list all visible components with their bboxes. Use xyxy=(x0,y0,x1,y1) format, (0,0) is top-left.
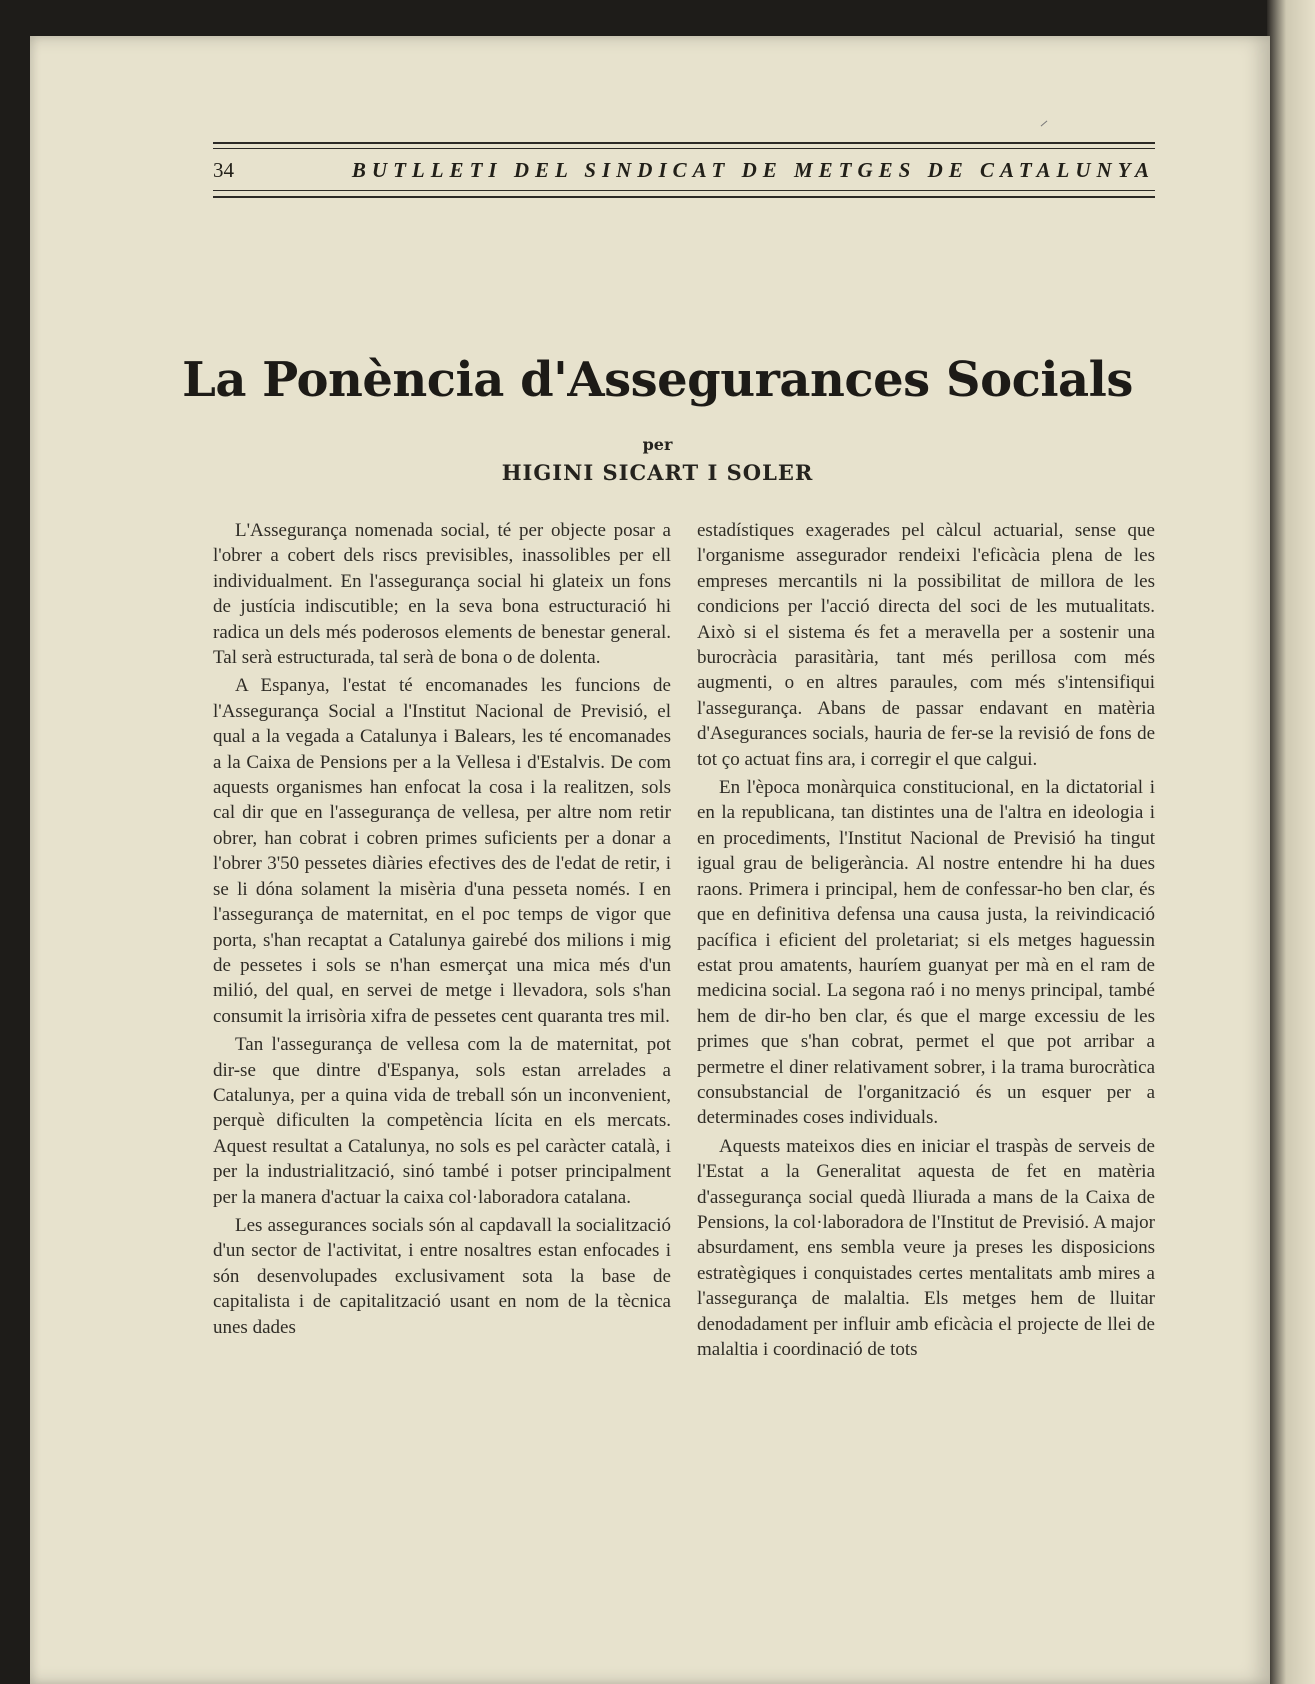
header-rule-top-inner xyxy=(213,148,1155,149)
header-rule-bottom-inner xyxy=(213,190,1155,191)
header-rule-bottom xyxy=(213,196,1155,198)
paragraph: L'Assegurança nomenada social, té per objecte posar a l'obrer a cobert dels riscs previsibles, inassolibles per ell individualment. En l'assegurança social hi glateix un fons de justícia indiscutible; en la seva bona estructuració hi radica un dels més poderosos elements de benestar general. Tal serà estructurada, tal serà de bona o de dolenta. xyxy=(213,520,671,669)
paragraph-continued: estadístiques exagerades pel càlcul actuarial, sense que l'organisme assegurador rendeixi l'eficàcia plena de les empreses mercantils ni la possibilitat de millora de les condicions per l'acció directa del soci de les mutualitats. Això si el sistema és fet a meravella per a sostenir una burocràcia parasitària, tant més perillosa com més augmenti, o en altres paraules, com més s'intensifiqui l'assegurança. Abans de passar endavant en matèria d'Asegurances socials, hauria de fer-se la revisió de fons de tot ço actuat fins ara, i corregir el que calgui. xyxy=(697,520,1155,770)
article-title: La Ponència d'Assegurances Socials xyxy=(182,352,1133,408)
article-author: HIGINI SICART I SOLER xyxy=(501,460,814,485)
text-column-left xyxy=(213,518,671,1343)
byline-prefix: per xyxy=(642,435,673,454)
header-rule-top xyxy=(213,142,1155,144)
paragraph: Tan l'assegurança de vellesa com la de maternitat, pot dir-se que dintre d'Espanya, sols estan arrelades a Catalunya, per a quina vida de treball són un inconvenient, perquè dificulten la competència lícita en els mercats. Aquest resultat a Catalunya, no sols es pel caràcter català, i per la industrialització, sinó també i potser principalment per la manera d'actuar la caixa col·laboradora catalana. xyxy=(213,1034,671,1208)
paragraph: Les assegurances socials són al capdavall la socialització d'un sector de l'activitat, i entre nosaltres estan enfocades i són desenvolupades exclusivament sota la base de capitalista i de capitalització usant en nom de la tècnica unes dades xyxy=(213,1214,671,1338)
paragraph: Aquests mateixos dies en iniciar el traspàs de serveis de l'Estat a la Generalitat aquesta de fet en matèria d'assegurança social quedà lliurada a mans de la Caixa de Pensions, la col·laboradora de l'Institut de Previsió. A major absurdament, ens sembla veure ja preses les disposicions estratègiques i conquistades certes mentalitats amb mires a l'assegurança de malaltia. Els metges hem de lluitar denodadament per influir amb eficàcia el projecte de llei de malaltia i coordinació de tots xyxy=(697,1135,1155,1360)
journal-title: BUTLLETI DEL SINDICAT DE METGES DE CATALUNYA xyxy=(351,157,1155,182)
paragraph: A Espanya, l'estat té encomanades les funcions de l'Assegurança Social a l'Institut Nacional de Previsió, el qual a la vegada a Catalunya i Balears, les té encomanades a la Caixa de Pensions per a la Vellesa i d'Estalvis. De com aquests organismes han enfocat la cosa i la realitzen, sols cal dir que en l'assegurança de vellesa, per altre nom retir obrer, han cobrat i cobren primes suficients per a donar a l'obrer 3'50 pessetes diàries efectives des de l'edat de retir, i se li dóna solament la misèria d'una pesseta només. I en l'assegurança de maternitat, en el poc temps de vigor que porta, s'han recaptat a Catalunya gairebé dos milions i mig de pessetes i sols se n'han esmerçat una mica més d'un milió, del qual, en servei de metge i llevadora, sols s'han consumit la irrisòria xifra de pessetes cent quaranta tres mil. xyxy=(213,675,671,1027)
text-column-right xyxy=(697,518,1155,1365)
adjacent-page-edge xyxy=(1267,0,1315,1684)
header-text xyxy=(213,157,1155,183)
page-number: 34 xyxy=(213,157,234,182)
running-header xyxy=(213,142,1155,198)
paragraph: En l'època monàrquica constitucional, en la dictatorial i en la republicana, tan distintes una de l'altra en ideologia i en procediments, l'Institut Nacional de Previsió ha tingut igual grau de beligerància. Al nostre entendre hi ha dues raons. Primera i principal, hem de confessar-ho ben clar, és que en definitiva defensa una causa justa, la reivindicació pacífica i eficient del proletariat; si els metges haguessin estat prou amatents, hauríem guanyat per mà en el ram de medicina social. La segona raó i no menys principal, també hem de dir-ho ben clar, és que el marge excessiu de les primes que s'han cobrat, permet el que pot arribar a permetre el diner relativament sobrer, i la trama burocràtica consubstancial de l'organització és un esquer per a determinades coses individuals. xyxy=(697,777,1155,1129)
